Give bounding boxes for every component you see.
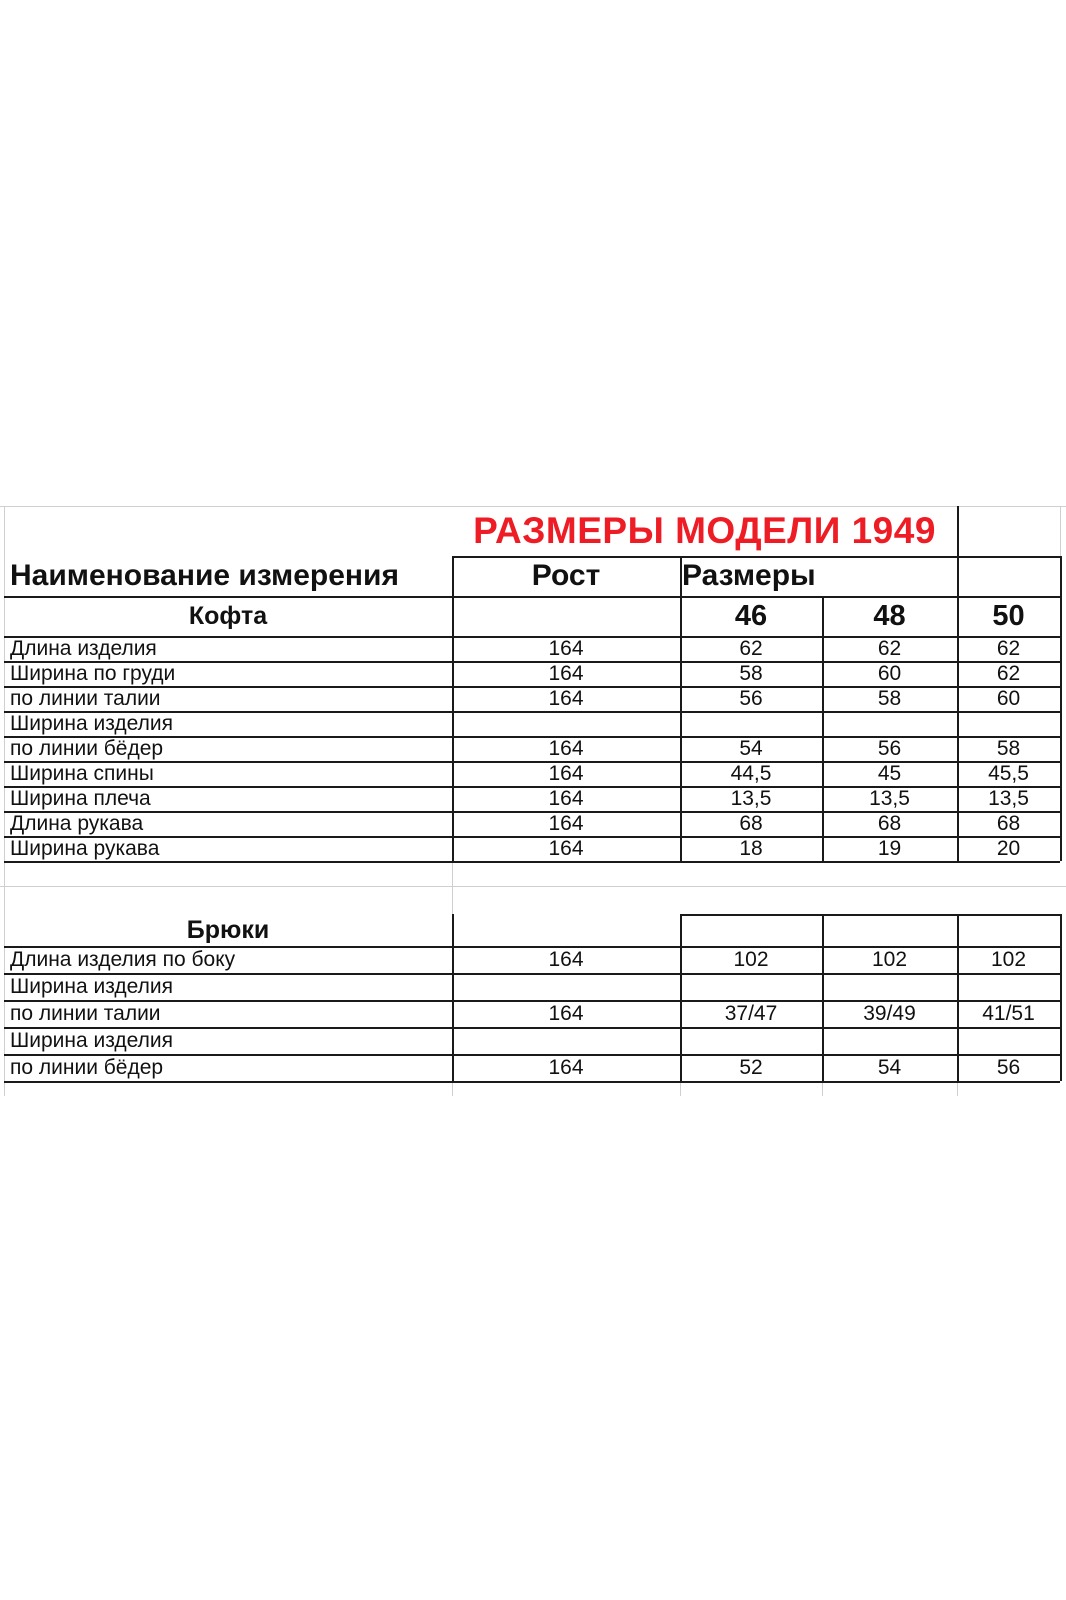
height-value: 164 xyxy=(548,1055,584,1079)
border xyxy=(1060,914,1062,1081)
size-48-value: 45 xyxy=(877,761,902,785)
border xyxy=(957,506,959,861)
size-48-value: 58 xyxy=(877,686,902,710)
gridline xyxy=(822,1081,823,1096)
height-value: 164 xyxy=(548,947,584,971)
measurement-name: Ширина изделия xyxy=(10,711,173,735)
size-48-value: 102 xyxy=(871,947,908,971)
border xyxy=(4,861,1060,863)
border xyxy=(680,556,682,861)
border xyxy=(4,596,1060,598)
height-value xyxy=(452,1027,680,1054)
measurement-name: по линии талии xyxy=(10,1001,161,1025)
measurement-name: Ширина изделия xyxy=(10,1028,173,1052)
border xyxy=(822,914,824,1081)
size-46-value: 56 xyxy=(739,686,763,710)
size-chart xyxy=(0,506,1066,1096)
height-value: 164 xyxy=(548,811,584,835)
header-sizes: Размеры xyxy=(682,559,816,592)
size-46-value: 54 xyxy=(739,736,763,760)
size-50-value: 62 xyxy=(996,636,1021,660)
measurement-name: Длина рукава xyxy=(10,811,144,835)
size-48-value: 68 xyxy=(877,811,902,835)
size-50-value: 20 xyxy=(996,836,1021,860)
height-value xyxy=(452,973,680,1000)
measurement-name: Ширина рукава xyxy=(10,836,160,860)
size-50-value: 56 xyxy=(996,1055,1021,1079)
size-46-value: 62 xyxy=(739,636,763,660)
gridline xyxy=(0,886,1066,887)
border xyxy=(4,946,1060,948)
border xyxy=(4,1081,1060,1083)
section-kofta: Кофта xyxy=(188,601,268,630)
size-50-value: 41/51 xyxy=(982,1001,1035,1025)
size-50-value: 58 xyxy=(996,736,1021,760)
header-height: Рост xyxy=(531,559,601,592)
gridline xyxy=(452,861,453,914)
size-48-value: 62 xyxy=(877,636,902,660)
border xyxy=(452,636,1060,638)
size-46-value xyxy=(680,1027,822,1054)
size-46-value: 52 xyxy=(739,1055,763,1079)
size-50-value xyxy=(957,1027,1060,1054)
height-value: 164 xyxy=(548,761,584,785)
size-46-value xyxy=(680,711,822,736)
height-value: 164 xyxy=(548,786,584,810)
border xyxy=(1060,556,1062,861)
measurement-name: Ширина плеча xyxy=(10,786,151,810)
size-48-value xyxy=(822,973,957,1000)
size-48: 48 xyxy=(873,599,906,632)
size-50-value: 60 xyxy=(996,686,1021,710)
size-46-value: 58 xyxy=(739,661,763,685)
header-name: Наименование измерения xyxy=(10,559,399,592)
size-50-value xyxy=(957,711,1060,736)
size-50-value: 68 xyxy=(996,811,1021,835)
size-46-value: 68 xyxy=(739,811,763,835)
size-46-value: 44,5 xyxy=(730,761,772,785)
size-48-value: 13,5 xyxy=(869,786,910,810)
measurement-name: по линии бёдер xyxy=(10,736,164,760)
size-46-value: 13,5 xyxy=(730,786,772,810)
height-value: 164 xyxy=(548,636,584,660)
size-48-value xyxy=(822,711,957,736)
height-value: 164 xyxy=(548,686,584,710)
measurement-name: Длина изделия xyxy=(10,636,157,660)
height-value: 164 xyxy=(548,1001,584,1025)
measurement-name: Ширина по груди xyxy=(10,661,176,685)
border xyxy=(822,596,824,861)
size-46-value xyxy=(680,973,822,1000)
size-48-value xyxy=(822,1027,957,1054)
size-48-value: 60 xyxy=(877,661,902,685)
measurement-name: Длина изделия по боку xyxy=(10,947,236,971)
border xyxy=(680,914,682,1081)
border xyxy=(452,556,1060,558)
measurement-name: по линии талии xyxy=(10,686,161,710)
border xyxy=(957,914,959,1081)
measurement-name: Ширина изделия xyxy=(10,974,173,998)
measurement-name: Ширина спины xyxy=(10,761,154,785)
gridline xyxy=(452,1081,453,1096)
chart-title: РАЗМЕРЫ МОДЕЛИ 1949 xyxy=(473,510,936,551)
height-value: 164 xyxy=(548,661,584,685)
size-48-value: 39/49 xyxy=(863,1001,916,1025)
size-50-value: 45,5 xyxy=(988,761,1029,785)
size-50-value: 13,5 xyxy=(988,786,1029,810)
size-46-value: 18 xyxy=(739,836,763,860)
size-46-value: 37/47 xyxy=(724,1001,778,1025)
border xyxy=(452,556,454,861)
gridline xyxy=(1060,506,1061,556)
size-48-value: 54 xyxy=(877,1055,902,1079)
border xyxy=(680,914,1060,916)
gridline xyxy=(957,1081,958,1096)
size-48-value: 19 xyxy=(877,836,902,860)
measurement-name: по линии бёдер xyxy=(10,1055,164,1079)
size-46: 46 xyxy=(734,599,768,632)
size-46-value: 102 xyxy=(733,947,769,971)
size-50-value xyxy=(957,973,1060,1000)
size-50: 50 xyxy=(992,599,1025,632)
height-value xyxy=(452,711,680,736)
height-value: 164 xyxy=(548,736,584,760)
size-48-value: 56 xyxy=(877,736,902,760)
height-value: 164 xyxy=(548,836,584,860)
section-bryuki: Брюки xyxy=(186,915,270,944)
size-50-value: 62 xyxy=(996,661,1021,685)
border xyxy=(452,914,454,1081)
gridline xyxy=(680,1081,681,1096)
size-50-value: 102 xyxy=(990,947,1027,971)
